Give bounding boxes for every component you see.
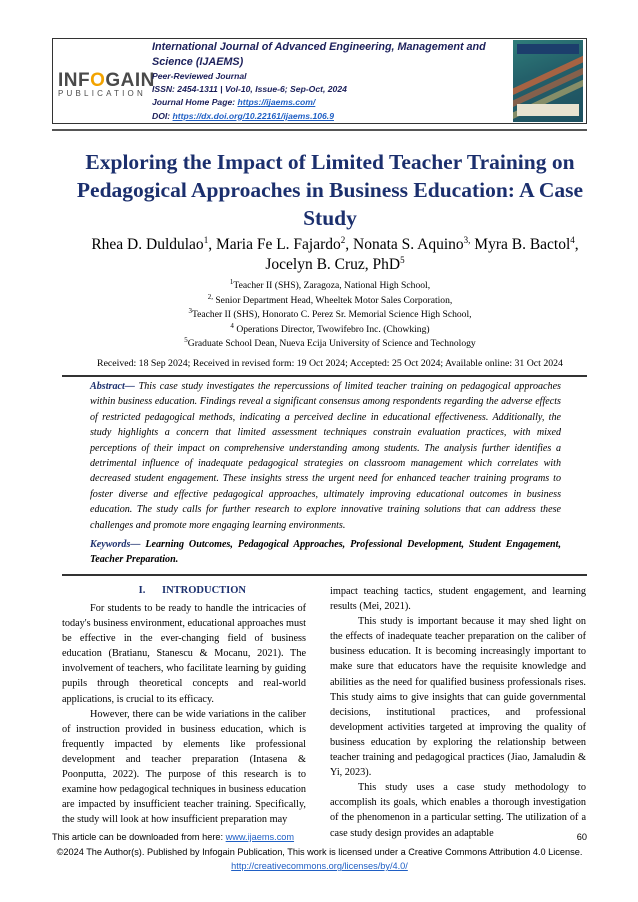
journal-cover-image [513, 40, 583, 122]
doi-line: DOI: https://dx.doi.org/10.22161/ijaems.106.9 [152, 110, 334, 121]
section-number: I. [138, 585, 146, 596]
keywords-text: Learning Outcomes, Pedagogical Approaches, Professional Development, Student Engagement, Teacher Preparation. [90, 539, 561, 566]
paragraph: However, there can be wide variations in the caliber of instruction provided in business education, which is frequently impacted by elements like professional development and teacher preparation (Intasena & Poonputta, 2022). The purpose of this research is to examine how pedagogical techniques in business education are impacted by insufficient teacher training. Specifically, the study will look at how insufficient preparation may [62, 708, 306, 826]
author: Nonata S. Aquino$^{3,}$ [353, 234, 471, 253]
section-title: INTRODUCTION [161, 585, 246, 596]
keywords-label: Keywords— [90, 539, 141, 550]
journal-info [152, 38, 507, 123]
left-column [62, 601, 306, 827]
logo-wordmark: INFOGAIN [58, 70, 155, 91]
abstract-text: This case study investigates the repercussions of limited teacher training on pedagogical approaches within business education. Findings reveal a significant consensus among respondents regarding the adverse effects of restricted pedagogical methods, indicating a perceived decline in educational effectiveness. Additionally, the study highlights a concern that limited assessment techniques constrain evaluation practices, with mixed perceptions of their impact on comprehensive understanding among students. The analysis further identifies a detrimental influence of inadequate pedagogical strategies on classroom management which correlates with decreased student engagement. These insights stress the urgent need for enhanced teacher training programs to foster diverse and effective pedagogical approaches, ultimately improving educational outcomes in business education. The study calls for further research to explore innovative training solutions that can address these challenges and promote more engaging learning environments. [90, 381, 561, 531]
affiliation: $^4$ Operations Director, Twowifebro Inc. (Chowking) [230, 321, 430, 335]
keywords [90, 537, 561, 568]
paragraph: This study is important because it may shed light on the effects of inadequate teacher preparation on the caliber of business education. It is becoming increasingly important to make sure that educators have the requisite knowledge and abilities as the need for qualified business professionals rises. This study aims to give insights that can guide governmental decisions, institutional practices, and professional development activities targeted at improving the quality of business education by exploring the relationship between teacher training and pedagogical practices (Jiao, Jamaludin & Yi, 2023). [330, 616, 586, 779]
author: Jocelyn B. Cruz, PhD$^5$ [265, 254, 405, 273]
peer-reviewed-label: Peer-Reviewed Journal [152, 71, 247, 81]
cover-title-band [517, 44, 579, 54]
publication-dates: Received: 18 Sep 2024; Received in revised form: 19 Oct 2024; Accepted: 25 Oct 2024; Available online: 31 Oct 2024 [97, 358, 563, 369]
page-number: 60 [576, 832, 587, 842]
author: Rhea D. Duldulao$^1$, [91, 234, 216, 253]
issn-line: ISSN: 2454-1311 | Vol-10, Issue-6; Sep-Oct, 2024 [152, 84, 347, 95]
download-line: This article can be downloaded from here: www.ijaems.com [52, 832, 295, 842]
abstract-top-rule [62, 375, 587, 377]
paragraph: This study uses a case study methodology to accomplish its goals, which enables a thorough investigation of the phenomenon in a particular setting. The utilization of a case study design provides an adaptable [330, 782, 586, 839]
infogain-logo [58, 70, 155, 100]
section-heading [62, 585, 306, 596]
affiliation: $^3$Teacher II (SHS), Honorato C. Perez Sr. Memorial Science High School, [188, 306, 472, 320]
license-link[interactable]: http://creativecommons.org/licenses/by/4.0/ [231, 861, 408, 871]
author-list [90, 235, 580, 275]
abstract-bottom-rule [62, 574, 587, 576]
license-line [52, 859, 587, 873]
doi-link[interactable]: https://dx.doi.org/10.22161/ijaems.106.9 [172, 110, 334, 121]
affiliation: $^1$Teacher II (SHS), Zaragoza, National High School, [229, 277, 431, 291]
abstract [90, 379, 561, 533]
author: Maria Fe L. Fajardo$^2$, [215, 234, 354, 253]
paragraph: For students to be ready to handle the intricacies of today's business environment, educational approaches must be effective in the ever-changing field of business education (Bratianu, Stanescu & Mocanu, 2021). The involvement of teachers, who facilitate learning by guiding pupils through theoretical concepts and real-world applications, is crucial to its efficacy. [62, 603, 306, 705]
home-page-link[interactable]: https://ijaems.com/ [237, 97, 316, 108]
home-page-line: Journal Home Page: https://ijaems.com/ [152, 97, 316, 108]
affiliation-list [80, 279, 580, 352]
author: Myra B. Bactol$^4$, [474, 234, 579, 253]
paragraph-continuation: impact teaching tactics, student engagement, and learning results (Mei, 2021). [330, 586, 586, 613]
journal-title: International Journal of Advanced Engineering, Management and Science (IJAEMS) [152, 41, 486, 68]
paper-title: Exploring the Impact of Limited Teacher Training on Pedagogical Approaches in Business Education: A Case Study [76, 150, 584, 230]
header-rule [52, 129, 587, 131]
affiliation: $^{2,}$ Senior Department Head, Wheeltek Motor Sales Corporation, [207, 292, 453, 306]
download-link[interactable]: www.ijaems.com [225, 832, 295, 842]
affiliation: $^5$Graduate School Dean, Nueva Ecija University of Science and Technology [184, 335, 476, 349]
license-text: ©2024 The Author(s). Published by Infogain Publication, This work is licensed under a Creative Commons Attribution 4.0 License. [56, 847, 583, 857]
cover-footer-band [517, 104, 579, 116]
right-column [330, 584, 586, 841]
abstract-label: Abstract— [90, 381, 135, 392]
logo-subtitle: PUBLICATION [58, 89, 146, 98]
